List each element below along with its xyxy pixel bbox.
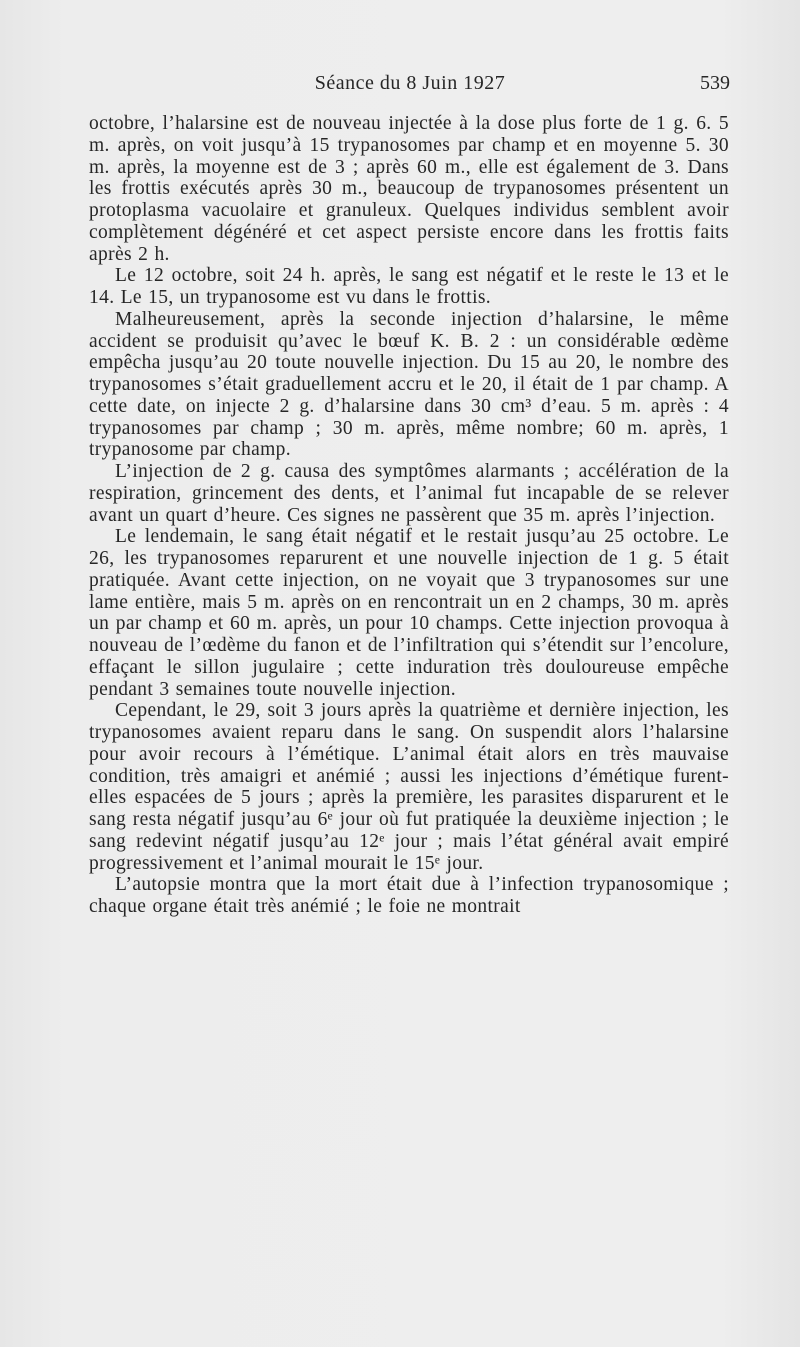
body-text	[89, 113, 729, 918]
paragraph: Le lendemain, le sang était négatif et le restait jusqu’au 25 octobre. Le 26, les trypanosomes reparurent et une nouvelle injection de 1 g. 5 était pratiquée. Avant cette injection, on ne voyait que 3 trypanosomes sur une lame entière, mais 5 m. après on en rencontrait un en 2 champs, 30 m. après un par champ et 60 m. après, un pour 10 champs. Cette injection provoqua à nouveau de l’œdème du fanon et de l’infiltration qui s’étendit sur l’encolure, effaçant le sillon jugulaire ; cette induration très douloureuse empêche pendant 3 semaines toute nouvelle injection.	[89, 526, 729, 700]
paragraph: octobre, l’halarsine est de nouveau injectée à la dose plus forte de 1 g. 6. 5 m. après, on voit jusqu’à 15 trypanosomes par champ et en moyenne 5. 30 m. après, la moyenne est de 3 ; après 60 m., elle est également de 3. Dans les frottis exécutés après 30 m., beaucoup de trypanosomes présentent un protoplasma vacuolaire et granuleux. Quelques individus semblent avoir complètement dégénéré et cet aspect persiste encore dans les frottis faits après 2 h.	[89, 113, 729, 265]
paragraph: Cependant, le 29, soit 3 jours après la quatrième et dernière injection, les trypanosomes avaient reparu dans le sang. On suspendit alors l’halarsine pour avoir recours à l’émétique. L’animal était alors en très mauvaise condition, très amaigri et anémié ; aussi les injections d’émétique furent-elles espacées de 5 jours ; après la première, les parasites disparurent et le sang resta négatif jusqu’au 6ᵉ jour où fut pratiquée la deuxième injection ; le sang redevint négatif jusqu’au 12ᵉ jour ; mais l’état général avait empiré progressivement et l’animal mourait le 15ᵉ jour.	[89, 700, 729, 874]
paragraph: Le 12 octobre, soit 24 h. après, le sang est négatif et le reste le 13 et le 14. Le 15, un trypanosome est vu dans le frottis.	[89, 265, 729, 308]
page-number: 539	[700, 72, 730, 94]
paragraph: L’autopsie montra que la mort était due à l’infection trypanosomique ; chaque organe était très anémié ; le foie ne montrait	[89, 874, 729, 917]
paragraph: L’injection de 2 g. causa des symptômes alarmants ; accélération de la respiration, grincement des dents, et l’animal fut incapable de se relever avant un quart d’heure. Ces signes ne passèrent que 35 m. après l’injection.	[89, 461, 729, 526]
paragraph: Malheureusement, après la seconde injection d’halarsine, le même accident se produisit qu’avec le bœuf K. B. 2 : un considérable œdème empêcha jusqu’au 20 toute nouvelle injection. Du 15 au 20, le nombre des trypanosomes s’était graduellement accru et le 20, il était de 1 par champ. A cette date, on injecte 2 g. d’halarsine dans 30 cm³ d’eau. 5 m. après : 4 trypanosomes par champ ; 30 m. après, même nombre; 60 m. après, 1 trypanosome par champ.	[89, 308, 729, 461]
running-title: Séance du 8 Juin 1927	[314, 72, 506, 94]
page-header	[90, 66, 730, 100]
